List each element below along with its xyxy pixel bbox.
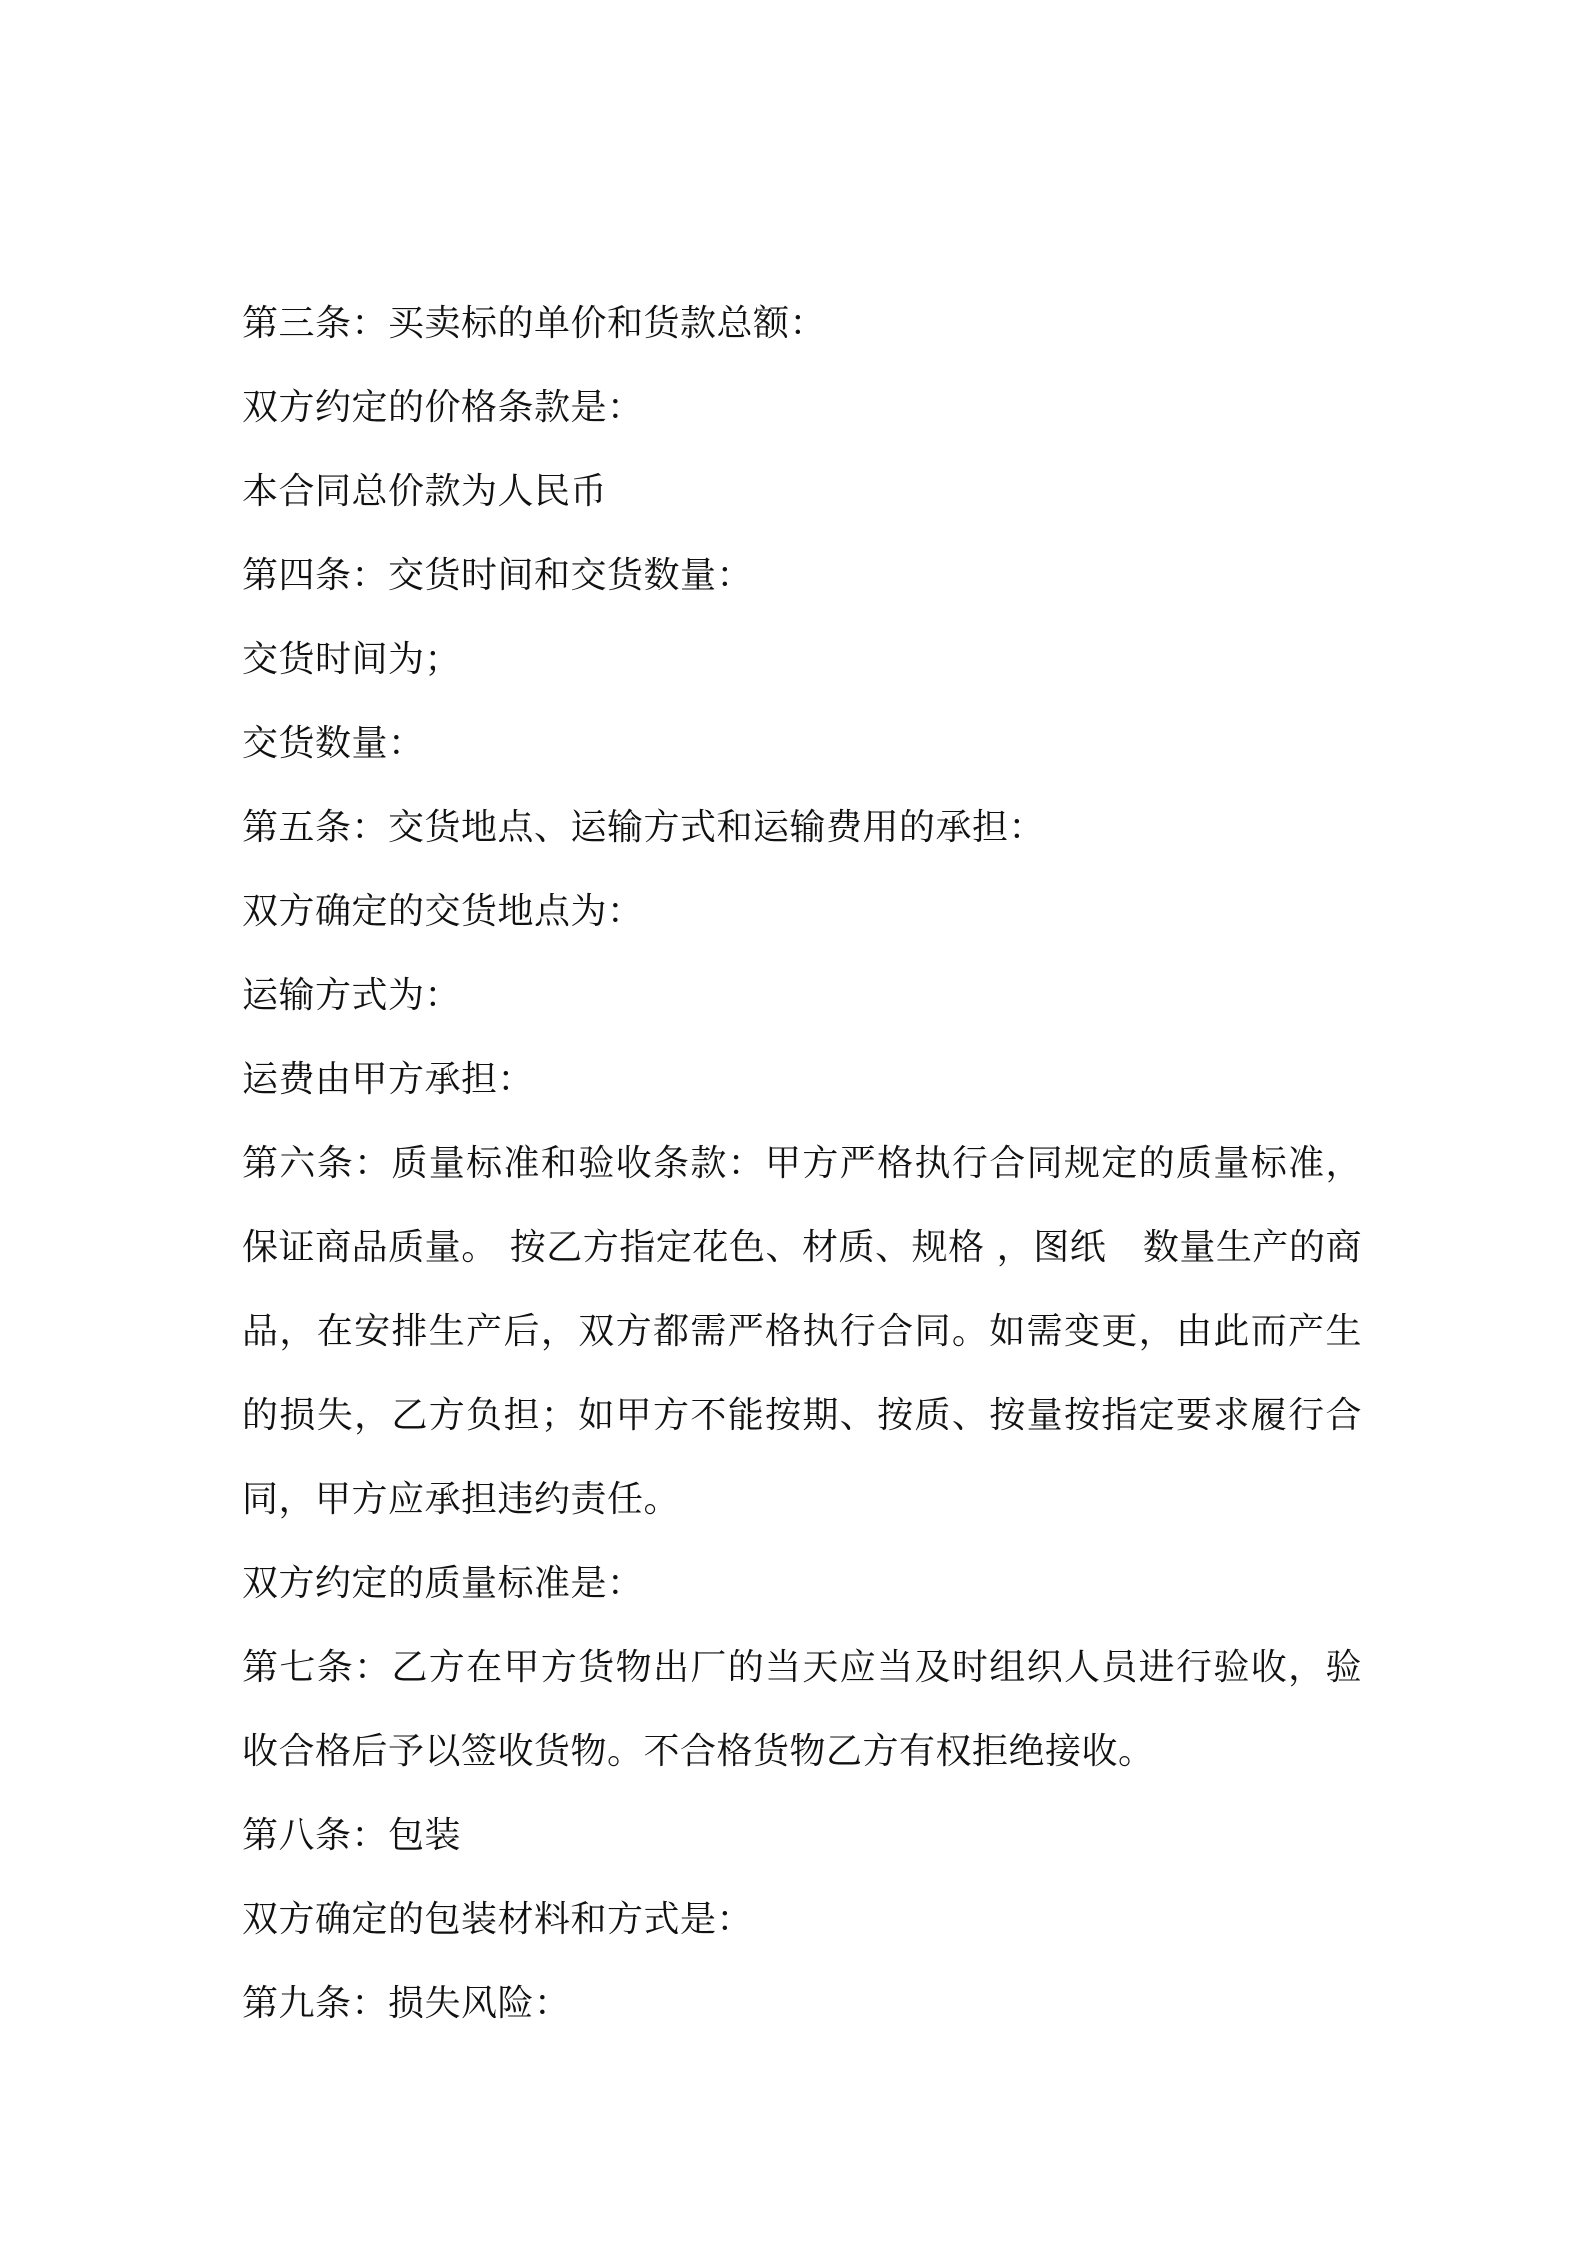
clause-7-paragraph: 第七条：乙方在甲方货物出厂的当天应当及时组织人员进行验收，验收合格后予以签收货物。不合格货物乙方有权拒绝接收。 (242, 1647, 1362, 1772)
packaging-line: 双方确定的包装材料和方式是： (242, 1899, 754, 1940)
clause-4-heading: 第四条：交货时间和交货数量： (242, 555, 754, 596)
delivery-quantity-line: 交货数量： (242, 723, 425, 764)
clause-3-heading: 第三条：买卖标的单价和货款总额： (242, 303, 827, 344)
clause-8-heading: 第八条：包装 (242, 1815, 462, 1856)
clause-6-paragraph: 第六条：质量标准和验收条款：甲方严格执行合同规定的质量标准，保证商品质量。 按乙方指定花色、材质、规格 ，图纸 数量生产的商品，在安排生产后，双方都需严格执行合同。如需变更，由此而产生的损失，乙方负担；如甲方不能按期、按质、按量按指定要求履行合同，甲方应承担违约责任。 (242, 1143, 1362, 1520)
transport-method-line: 运输方式为： (242, 975, 462, 1016)
price-terms-line: 双方约定的价格条款是： (242, 387, 644, 428)
delivery-place-line: 双方确定的交货地点为： (242, 891, 644, 932)
quality-standard-line: 双方约定的质量标准是： (242, 1563, 644, 1604)
total-price-line: 本合同总价款为人民币 (242, 471, 608, 512)
freight-line: 运费由甲方承担： (242, 1059, 535, 1100)
contract-body (242, 282, 1362, 2046)
clause-5-heading: 第五条：交货地点、运输方式和运输费用的承担： (242, 807, 1046, 848)
delivery-time-line: 交货时间为； (242, 639, 462, 680)
clause-9-heading: 第九条：损失风险： (242, 1983, 571, 2024)
